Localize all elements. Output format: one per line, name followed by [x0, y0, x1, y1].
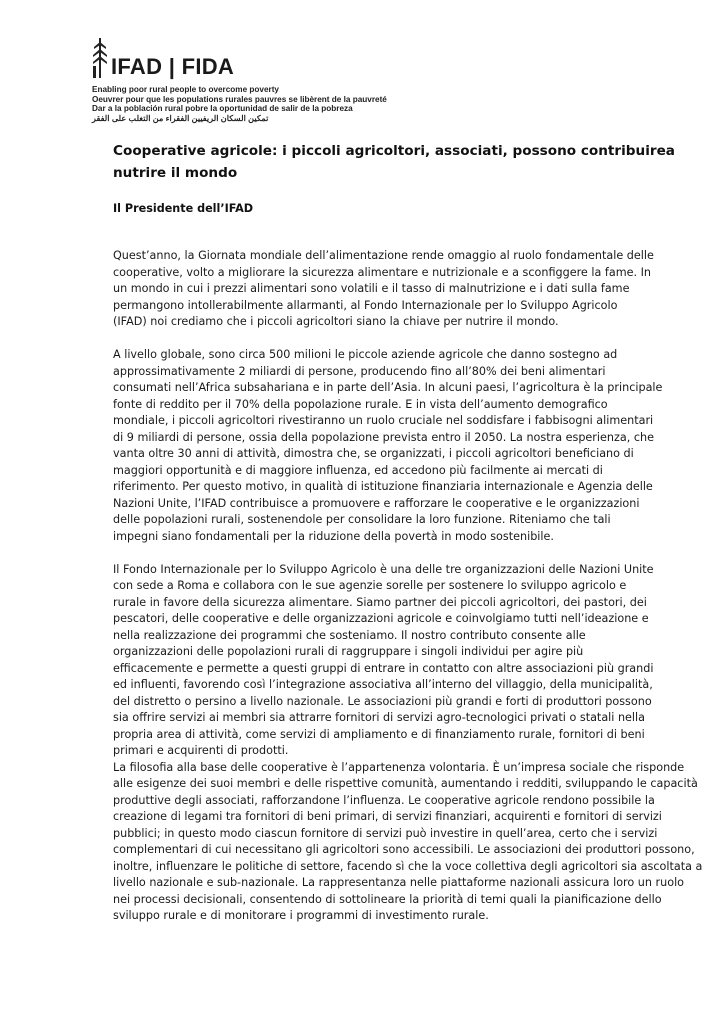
- paragraph-line: riferimento. Per questo motivo, in qualità di istituzione finanziaria internazionale e Agenzia delle: [113, 480, 653, 493]
- paragraph-line: consumati nell’Africa subsahariana e in parte dell’Asia. In alcuni paesi, l’agricoltura è la principale: [113, 381, 663, 394]
- paragraph-line: pubblici; in questo modo ciascun fornitore di servizi può investire in quell’area, certo che i servizi: [113, 826, 658, 840]
- title-line: nutrire il mondo: [113, 165, 238, 181]
- paragraph-line: sviluppo rurale e di monitorare i programmi di investimento rurale.: [113, 909, 489, 922]
- paragraph-spacer: [113, 331, 683, 348]
- paragraph-line: nella realizzazione dei programmi che sosteniamo. Il nostro contributo consente alle: [113, 628, 586, 642]
- ifad-logo: [91, 38, 234, 78]
- logo-text: IFAD | FIDA: [111, 54, 235, 79]
- paragraph-line: inoltre, influenzare le politiche di settore, facendo sì che la voce collettiva degli agricoltori sia ascoltata a: [113, 859, 703, 873]
- document-body: [113, 248, 703, 925]
- tagline-es: Dar a la población rural pobre la oportunidad de salir de la pobreza: [92, 104, 353, 114]
- paragraph: [113, 562, 683, 760]
- paragraph-line: (IFAD) noi crediamo che i piccoli agricoltori siano la chiave per nutrire il mondo.: [113, 315, 559, 328]
- paragraph-line: cooperative, volto a migliorare la sicurezza alimentare e nutrizionale e a sconfiggere la fame. In: [113, 265, 651, 279]
- paragraph-line: produttive degli associati, rafforzandone l’influenza. Le cooperative agricole rendono possibile la: [113, 793, 655, 807]
- paragraph-line: permangono intollerabilmente allarmanti, al Fondo Internazionale per lo Sviluppo Agricolo: [113, 298, 618, 312]
- document-title: [113, 140, 675, 184]
- paragraph-line: di 9 miliardi di persone, ossia della popolazione prevista entro il 2050. La nostra esperienza, che: [113, 430, 654, 444]
- taglines: [92, 85, 387, 123]
- paragraph-spacer: [113, 545, 683, 562]
- paragraph-line: mondiale, i piccoli agricoltori rivestiranno un ruolo cruciale nel soddisfare i fabbisogni alimentari: [113, 414, 654, 427]
- paragraph-line: del distretto o persino a livello nazionale. Le associazioni più grandi e forti di produttori possono: [113, 694, 652, 708]
- paragraph-line: approssimativamente 2 miliardi di persone, producendo fino all’80% dei beni alimentari: [113, 364, 606, 378]
- paragraph-line: vanta oltre 30 anni di attività, dimostra che, se organizzati, i piccoli agricoltori beneficiano di: [113, 447, 634, 460]
- tagline-fr: Oeuvrer pour que les populations rurales pauvres se libèrent de la pauvreté: [92, 94, 387, 104]
- paragraph-line: creazione di legami tra fornitori di beni primari, di servizi finanziari, acquirenti e fornitori di servizi: [113, 810, 662, 823]
- paragraph-line: delle popolazioni rurali, sostenendole per consolidare la loro funzione. Riteniamo che tali: [113, 513, 611, 526]
- paragraph-line: Quest’anno, la Giornata mondiale dell’alimentazione rende omaggio al ruolo fondamentale delle: [113, 249, 654, 262]
- paragraph-line: fonte di reddito per il 70% della popolazione rurale. E in vista dell’aumento demografico: [113, 397, 608, 411]
- paragraph-line: primari e acquirenti di prodotti.: [113, 744, 289, 757]
- paragraph-line: alle esigenze dei suoi membri e delle rispettive comunità, aumentando i redditi, sviluppando le capacità: [113, 777, 698, 790]
- paragraph-line: impegni siano fondamentali per la riduzione della povertà in modo sostenibile.: [113, 529, 554, 543]
- paragraph-line: Nazioni Unite, l’IFAD contribuisce a promuovere e rafforzare le cooperative e le organizzazioni: [113, 496, 640, 510]
- tagline-en: Enabling poor rural people to overcome poverty: [92, 85, 279, 94]
- title-line: Cooperative agricole: i piccoli agricoltori, associati, possono contribuirea: [113, 143, 675, 159]
- paragraph-line: sia offrire servizi ai membri sia attrarre fornitori di servizi agro-tecnologici privati o statali nella: [113, 711, 645, 724]
- paragraph-line: efficacemente e permette a questi gruppi di entrare in contatto con altre associazioni più grandi: [113, 661, 654, 675]
- paragraph: [113, 248, 683, 331]
- paragraph-line: propria area di attività, come servizi di ampliamento e di finanziamento rurale, fornitori di beni: [113, 727, 645, 741]
- paragraph-line: rurale in favore della sicurezza alimentare. Siamo partner dei piccoli agricoltori, dei pastori, dei: [113, 595, 647, 609]
- ifad-wheat-icon: [91, 38, 109, 78]
- paragraph-line: con sede a Roma e collabora con le sue agenzie sorelle per sostenere lo sviluppo agricolo e: [113, 579, 627, 592]
- paragraph-line: pescatori, delle cooperative e delle organizzazioni agricole e coinvolgiamo tutti nell’ideazione e: [113, 612, 649, 625]
- paragraph: [113, 760, 703, 925]
- paragraph: [113, 347, 683, 545]
- paragraph-line: maggiori opportunità e di maggiore influenza, ed accedono più facilmente ai mercati di: [113, 463, 603, 477]
- paragraph-line: Il Fondo Internazionale per lo Sviluppo Agricolo è una delle tre organizzazioni delle Nazioni Unite: [113, 562, 654, 576]
- paragraph-line: un mondo in cui i prezzi alimentari sono volatili e il tasso di malnutrizione e i dati sulla fame: [113, 282, 630, 295]
- tagline-ar: تمكين السكان الريفيين الفقراء من التغلب على الفقر: [92, 113, 269, 123]
- paragraph-line: livello nazionale e sub-nazionale. La rappresentanza nelle piattaforme nazionali assicura loro un ruolo: [113, 876, 685, 889]
- paragraph-line: nei processi decisionali, consentendo di sottolineare la priorità di temi quali la pianificazione dello: [113, 892, 662, 906]
- document-subtitle: Il Presidente dell’IFAD: [113, 202, 254, 215]
- paragraph-line: La filosofia alla base delle cooperative è l’appartenenza volontaria. È un’impresa sociale che risponde: [113, 760, 685, 774]
- paragraph-line: ed influenti, favorendo così l’integrazione associativa all’interno del villaggio, della municipalità,: [113, 678, 653, 691]
- paragraph-line: A livello globale, sono circa 500 milioni le piccole aziende agricole che danno sostegno ad: [113, 348, 618, 361]
- paragraph-line: complementari di cui necessitano gli agricoltori sono accessibili. Le associazioni dei produttori possono,: [113, 843, 695, 856]
- paragraph-line: organizzazioni delle popolazioni rurali di raggruppare i singoli individui per agire più: [113, 645, 584, 658]
